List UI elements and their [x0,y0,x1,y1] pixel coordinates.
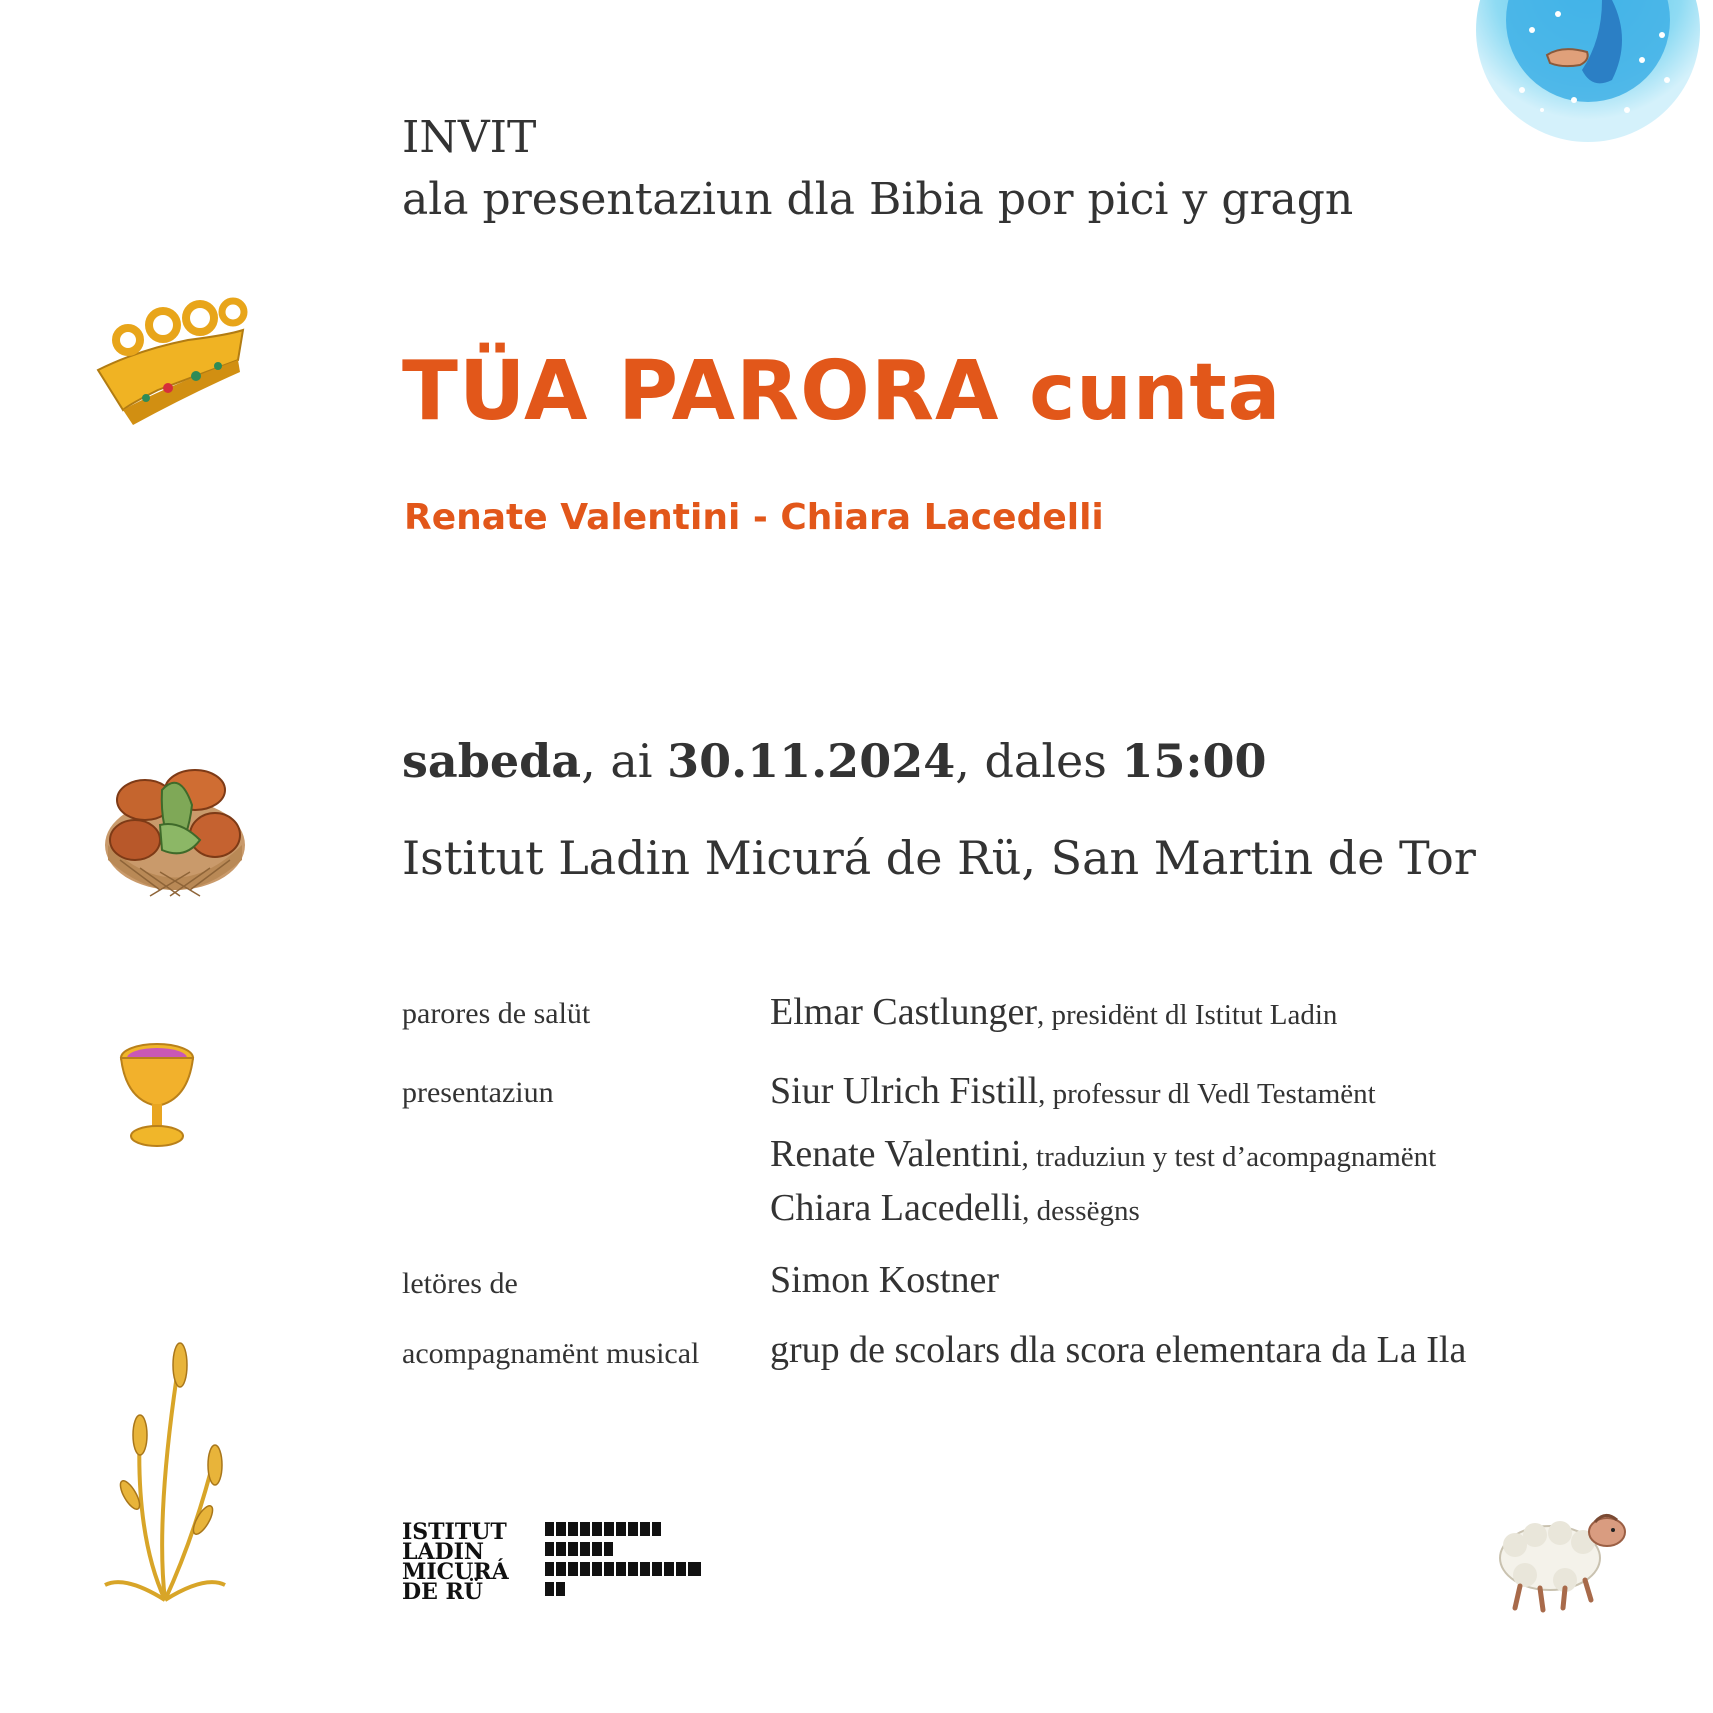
event-day: sabeda [402,734,582,788]
presenter1-value [770,1069,1376,1116]
music-name: grup de scolars dla scora elementara da La Ila [770,1329,1467,1371]
readings-name: Simon Kostner [770,1259,1000,1301]
blue-circle-hand-icon [1462,0,1713,150]
event-sep1: , ai [581,734,668,788]
presenter2-value [770,1132,1436,1179]
event-date-line [402,733,1267,789]
presenter1-name: Siur Ulrich Fistill [770,1070,1039,1112]
invit-heading: INVIT [402,112,537,163]
invit-subtitle: ala presentaziun dla Bibia por pici y gragn [402,174,1354,225]
book-title-caps: TÜA PARORA [402,344,1000,439]
event-date: 30.11.2024 [667,734,956,788]
book-title [402,342,1281,443]
logo-line3: MICURÁ [402,1559,509,1585]
event-sep2: , dales [955,734,1122,788]
presenter2-role: , traduziun y test d’acompagnamënt [1021,1141,1437,1173]
chalice-icon [112,1040,202,1160]
bread-fish-basket-icon [100,750,250,900]
logo-bars-icon [545,1522,705,1602]
logo-line2: LADIN [402,1539,485,1565]
wheat-icon [95,1335,235,1605]
presenter1-role: , professur dl Vedl Testamënt [1038,1078,1376,1110]
sheep-icon [1495,1500,1635,1615]
logo-line4: DE RÜ [402,1579,483,1605]
presenter2-name: Renate Valentini [770,1133,1022,1175]
greeting-role: , presidënt dl Istitut Ladin [1036,999,1338,1031]
event-time: 15:00 [1121,734,1267,788]
book-authors: Renate Valentini - Chiara Lacedelli [404,497,1104,538]
music-label: acompagnamënt musical [402,1337,700,1370]
presentation-label: presentaziun [402,1076,554,1109]
greeting-label: parores de salüt [402,997,591,1030]
logo-line1: ISTITUT [402,1519,507,1545]
presenter3-role: , dessëgns [1022,1195,1140,1227]
event-place: Istitut Ladin Micurá de Rü, San Martin de Tor [402,831,1476,885]
crown-icon [88,290,258,425]
presenter3-value [770,1186,1140,1233]
istitut-ladin-logo [402,1519,509,1605]
book-title-lower: cunta [1029,348,1282,438]
presenter3-name: Chiara Lacedelli [770,1187,1023,1229]
greeting-value [770,990,1337,1037]
readings-label: letöres de [402,1267,518,1300]
greeting-name: Elmar Castlunger [770,991,1037,1033]
